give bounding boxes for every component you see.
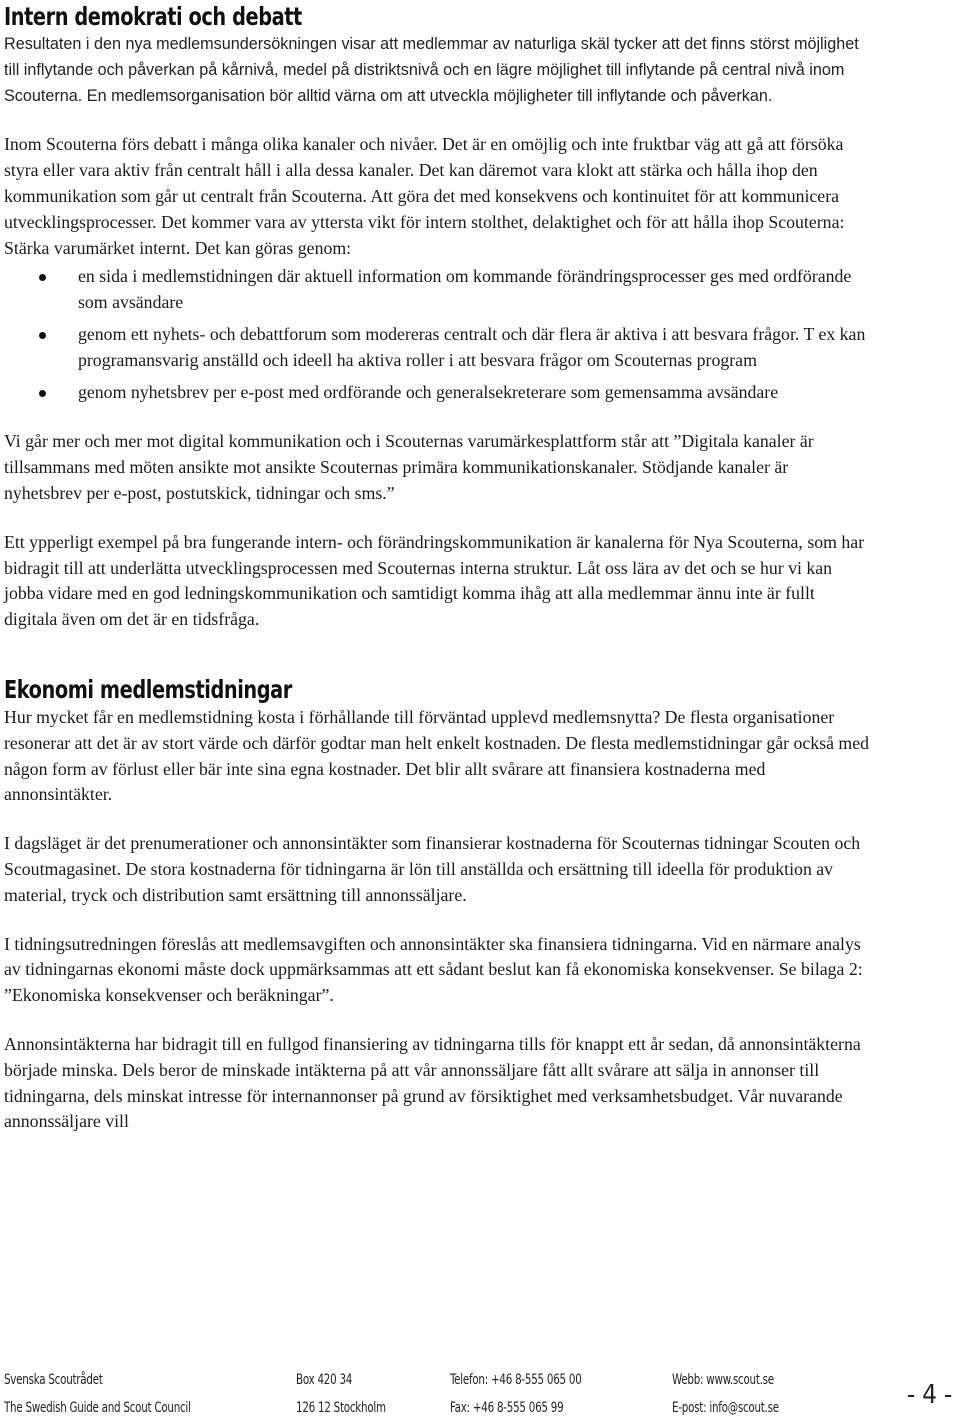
footer-org [4,1366,191,1422]
paragraph: I tidningsutredningen föreslås att medlemsavgiften och annonsintäkter ska finansiera tidningarna. Vid en närmare analys av tidningarnas ekonomi måste dock uppmärksammas att ett sådant beslut kan få ekonomiska konsekvenser. Se bilaga 2: ”Ekonomiska konsekvenser och beräkningar”. [4,933,863,1006]
footer-address [296,1366,386,1422]
paragraph: Resultaten i den nya medlemsundersökningen visar att medlemmar av naturliga skäl tycker att det finns störst möjlighet till inflytande och påverkan på kårnivå, medel på distriktsnivå och en lägre möjlighet till inflytande på central nivå inom Scouterna. En medlemsorganisation bör alltid värna om att utveckla möjligheter till inflytande och påverkan. [4,35,859,105]
paragraph: Ett ypperligt exempel på bra fungerande intern- och förändringskommunikation är kanalerna för Nya Scouterna, som har bidragit till att underlätta utvecklingsprocessen med Scouternas interna struktur. Låt oss lära av det och se hur vi kan jobba vidare med en god ledningskommunikation och samtidigt komma ihåg att alla medlemmar ännu inte är fullt digitala även om det är en tidsfråga. [4,531,865,630]
list-item: genom nyhetsbrev per e-post med ordförande och generalsekreterare som gemensamma avsändare [4,380,870,406]
footer-phone-fax [450,1366,582,1422]
paragraph: Hur mycket får en medlemstidning kosta i förhållande till förväntad upplevd medlemsnytta? De flesta organisationer resonerar att det är av stort värde och därför godtar man helt enkelt kostnaden. De flesta medlemstidningar går också med någon form av förlust eller bär inte sina egna kostnader. Det blir allt svårare att finansiera kostnaderna med annonsintäkter. [4,706,870,805]
list-item: genom ett nyhets- och debattforum som modereras centralt och där flera är aktiva i att besvara frågor. T ex kan programansvarig anställd och ideell ha aktiva roller i att besvara frågor om Scouternas program [4,322,870,374]
paragraph: Annonsintäkterna har bidragit till en fullgod finansiering av tidningarna tills för knappt ett år sedan, då annonsintäkterna började minska. Dels beror de minskade intäkterna på att vår annonssäljare fått allt svårare att sälja in annonser till tidningarna, dels minskat intresse för internannonser på grund av försiktighet med verksamhetsbudget. Vår nuvarande annonssäljare vill [4,1033,861,1132]
section-heading-intern-demokrati: Intern demokrati och debatt [4,2,302,31]
footer-box: Box 420 34 [296,1372,353,1388]
page-number: - 4 - [906,1380,952,1410]
bullet-icon [39,274,46,281]
footer-phone: Telefon: +46 8-555 065 00 [450,1372,582,1388]
footer-fax: Fax: +46 8-555 065 99 [450,1400,564,1416]
footer-web-email [672,1366,779,1422]
paragraph: Inom Scouterna förs debatt i många olika kanaler och nivåer. Det är en omöjlig och inte fruktbar väg att gå att försöka styra eller vara aktiv från centralt håll i alla dessa kanaler. Det kan däremot vara klokt att stärka och hålla ihop den kommunikation som går ut centralt från Scouterna. Att göra det med konsekvens och kontinuitet för att kommunicera utvecklingsprocesser. Det kommer vara av yttersta vikt för intern stolthet, delaktighet och för att hålla ihop Scouterna: Stärka varumärket internt. Det kan göras genom: [4,134,845,258]
footer-org-sv: Svenska Scoutrådet [4,1372,103,1388]
paragraph: I dagsläget är det prenumerationer och annonsintäkter som finansierar kostnaderna för Scouternas tidningar Scouten och Scoutmagasinet. De stora kostnaderna för tidningarna är lön till anställda och ersättning till ideella för produktion av material, tryck och distribution samt ersättning till annonssäljare. [4,833,861,905]
section-heading-ekonomi: Ekonomi medlemstidningar [4,674,292,704]
list-item: en sida i medlemstidningen där aktuell information om kommande förändringsprocesser ges med ordförande som avsändare [4,264,870,316]
footer-email-link[interactable]: E-post: info@scout.se [672,1400,779,1416]
footer-web-link[interactable]: Webb: www.scout.se [672,1372,774,1388]
bullet-icon [39,390,46,397]
bullet-list [4,264,870,405]
page-footer [4,1366,954,1420]
footer-postal: 126 12 Stockholm [296,1400,386,1416]
paragraph: Vi går mer och mer mot digital kommunikation och i Scouternas varumärkesplattform står att ”Digitala kanaler är tillsammans med möten ansikte mot ansikte Scouternas primära kommunikationskanaler. Stödjande kanaler är nyhetsbrev per e-post, postutskick, tidningar och sms.” [4,431,814,503]
bullet-icon [39,332,46,339]
document-page [4,0,870,1135]
footer-org-en: The Swedish Guide and Scout Council [4,1400,191,1416]
